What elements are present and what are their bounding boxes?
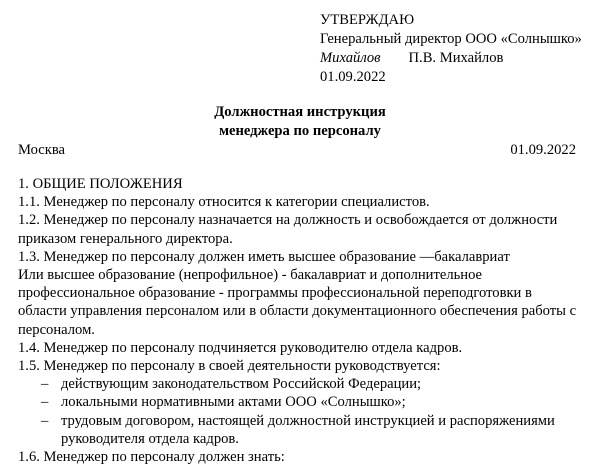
paragraph-1-6: 1.6. Менеджер по персоналу должен знать: bbox=[18, 449, 285, 466]
handwritten-signature: Михайлов bbox=[320, 50, 381, 66]
document-title bbox=[0, 103, 600, 141]
approval-position: Генеральный директор ООО «Солнышко» bbox=[320, 31, 582, 47]
approval-heading: УТВЕРЖДАЮ bbox=[320, 12, 415, 28]
list-item bbox=[18, 375, 583, 393]
paragraph-1-5: 1.5. Менеджер по персоналу в своей деятельности руководствуется: bbox=[18, 358, 441, 375]
section-heading: 1. ОБЩИЕ ПОЛОЖЕНИЯ bbox=[18, 176, 183, 192]
paragraph-1-3: 1.3. Менеджер по персоналу должен иметь высшее образование —бакалавриат bbox=[18, 248, 510, 265]
list-item bbox=[18, 412, 583, 448]
list-item bbox=[18, 393, 583, 411]
guidance-list bbox=[18, 375, 583, 448]
paragraph-1-1: 1.1. Менеджер по персоналу относится к категории специалистов. bbox=[18, 194, 430, 211]
title-line-2: менеджера по персоналу bbox=[219, 123, 381, 139]
list-item-text: трудовым договором, настоящей должностной инструкцией и распоряжениями руководителя отдела кадров. bbox=[61, 412, 555, 447]
title-line-1: Должностная инструкция bbox=[214, 104, 386, 120]
approval-block bbox=[320, 11, 582, 87]
document-date: 01.09.2022 bbox=[510, 142, 576, 158]
paragraph-1-4: 1.4. Менеджер по персоналу подчиняется руководителю отдела кадров. bbox=[18, 339, 463, 356]
paragraph-1-3-continuation: Или высшее образование (непрофильное) - бакалавриат и дополнительное профессиональное образование - программы профессиональной переподготовки в области управления персоналом или в области документационного обеспечения работы с персоналом. bbox=[18, 267, 577, 338]
document-body bbox=[18, 175, 583, 466]
approval-signature-row bbox=[320, 49, 582, 68]
dash-marker: – bbox=[41, 376, 49, 393]
approver-name: П.В. Михайлов bbox=[408, 50, 504, 66]
list-item-text: действующим законодательством Российской Федерации; bbox=[61, 376, 422, 393]
list-item-text: локальными нормативными актами ООО «Солнышко»; bbox=[61, 394, 406, 411]
document-city: Москва bbox=[18, 142, 66, 158]
paragraph-1-2: 1.2. Менеджер по персоналу назначается на должность и освобождается от должности приказом генерального директора. bbox=[18, 212, 558, 247]
approval-date: 01.09.2022 bbox=[320, 69, 386, 85]
dash-marker: – bbox=[41, 412, 49, 429]
dash-marker: – bbox=[41, 394, 49, 411]
